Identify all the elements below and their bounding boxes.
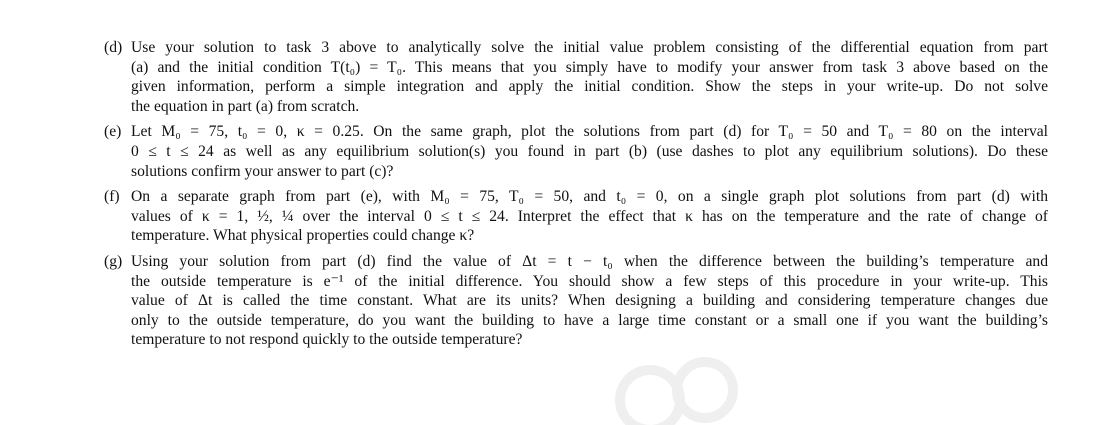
- problem-item-f: [0, 187, 1094, 246]
- text-line: the outside temperature is e⁻¹ of the initial difference. You should show a few steps of this procedure in your write-up. This: [131, 272, 1048, 290]
- problem-item-d: [0, 38, 1094, 116]
- text-line: temperature to not respond quickly to the outside temperature?: [131, 331, 523, 349]
- text-line: given information, perform a simple integration and apply the initial condition. Show the steps in your write-up. Do not solve: [131, 78, 1048, 96]
- problem-item-e: [0, 122, 1094, 181]
- text-line: Using your solution from part (d) find the value of Δt = t − t₀ when the difference between the building’s temperature and: [131, 252, 1048, 270]
- text-line: only to the outside temperature, do you want the building to have a large time constant or a small one if you want the building’s: [131, 311, 1048, 329]
- text-line: Use your solution to task 3 above to analytically solve the initial value problem consisting of the differential equation from part: [131, 39, 1048, 56]
- text-line: Let M₀ = 75, t₀ = 0, κ = 0.25. On the same graph, plot the solutions from part (d) for T₀ = 50 and T₀ = 80 on the interval: [131, 123, 1048, 141]
- item-marker: (e): [104, 123, 122, 141]
- text-line: the equation in part (a) from scratch.: [131, 97, 360, 115]
- text-line: (a) and the initial condition T(t₀) = T₀. This means that you simply have to modify your answer from task 3 above based on the: [131, 58, 1048, 76]
- text-line: temperature. What physical properties could change κ?: [131, 227, 475, 245]
- problem-list: [0, 38, 1094, 356]
- problem-item-g: [0, 252, 1094, 350]
- watermark-graphic: [610, 345, 740, 425]
- item-marker: (f): [104, 188, 120, 206]
- item-marker: (d): [104, 39, 123, 56]
- text-line: On a separate graph from part (e), with M₀ = 75, T₀ = 50, and t₀ = 0, on a single graph plot solutions from part (d) with: [131, 188, 1048, 206]
- item-marker: (g): [104, 252, 123, 270]
- text-line: 0 ≤ t ≤ 24 as well as any equilibrium solution(s) you found in part (b) (use dashes to plot any equilibrium solutions). Do these: [131, 142, 1048, 160]
- text-line: solutions confirm your answer to part (c)?: [131, 162, 394, 180]
- text-line: value of Δt is called the time constant. What are its units? When designing a building and considering temperature changes due: [131, 292, 1048, 310]
- text-line: values of κ = 1, ½, ¼ over the interval 0 ≤ t ≤ 24. Interpret the effect that κ has on the temperature and the rate of change of: [131, 207, 1048, 225]
